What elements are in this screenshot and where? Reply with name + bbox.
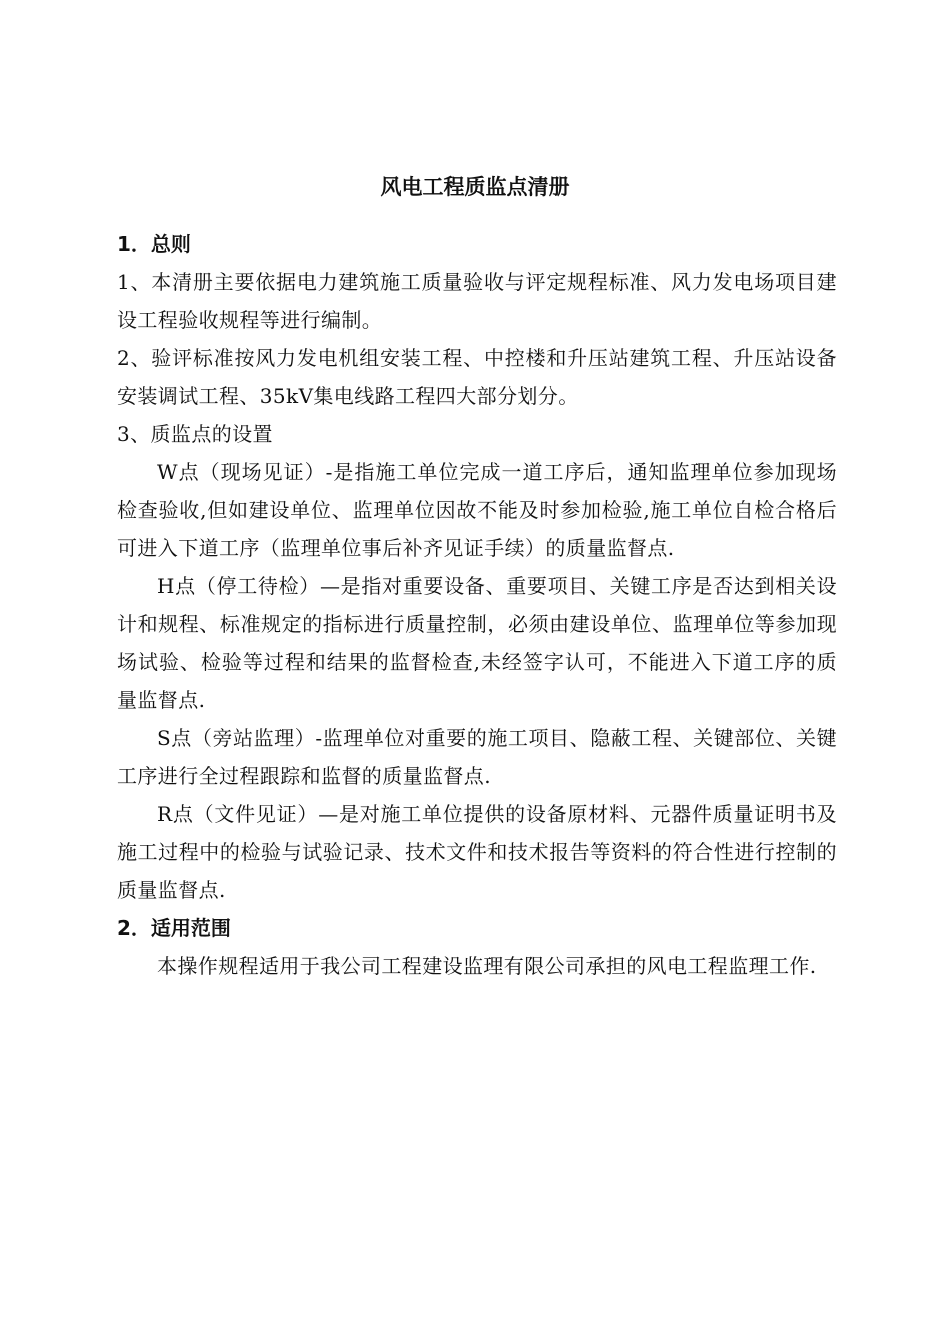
section-heading-general: 1．总则 <box>117 232 191 256</box>
h-point-definition: H点（停工待检）—是指对重要设备、重要项目、关键工序是否达到相关设计和规程、标准规定的指标进行质量控制，必须由建设单位、监理单位等参加现场试验、检验等过程和结果的监督检查,未经签字认可，不能进入下道工序的质量监督点. <box>117 574 837 712</box>
r-point-definition: R点（文件见证）—是对施工单位提供的设备原材料、元器件质量证明书及施工过程中的检验与试验记录、技术文件和技术报告等资料的符合性进行控制的质量监督点. <box>117 802 837 902</box>
scope-text: 本操作规程适用于我公司工程建设监理有限公司承担的风电工程监理工作. <box>157 954 817 978</box>
document-body <box>117 225 837 985</box>
w-point-definition: W点（现场见证）-是指施工单位完成一道工序后，通知监理单位参加现场检查验收,但如建设单位、监理单位因故不能及时参加检验,施工单位自检合格后可进入下道工序（监理单位事后补齐见证手续）的质量监督点. <box>117 460 837 560</box>
general-item-2: 2、验评标准按风力发电机组安装工程、中控楼和升压站建筑工程、升压站设备安装调试工程、35kV集电线路工程四大部分划分。 <box>117 346 837 408</box>
s-point-definition: S点（旁站监理）-监理单位对重要的施工项目、隐蔽工程、关键部位、关键工序进行全过程跟踪和监督的质量监督点. <box>117 726 837 788</box>
section-heading-scope: 2．适用范围 <box>117 916 231 940</box>
general-item-3: 3、质监点的设置 <box>117 422 273 446</box>
general-item-1: 1、本清册主要依据电力建筑施工质量验收与评定规程标准、风力发电场项目建设工程验收规程等进行编制。 <box>117 270 837 332</box>
document-title: 风电工程质监点清册 <box>380 175 570 199</box>
